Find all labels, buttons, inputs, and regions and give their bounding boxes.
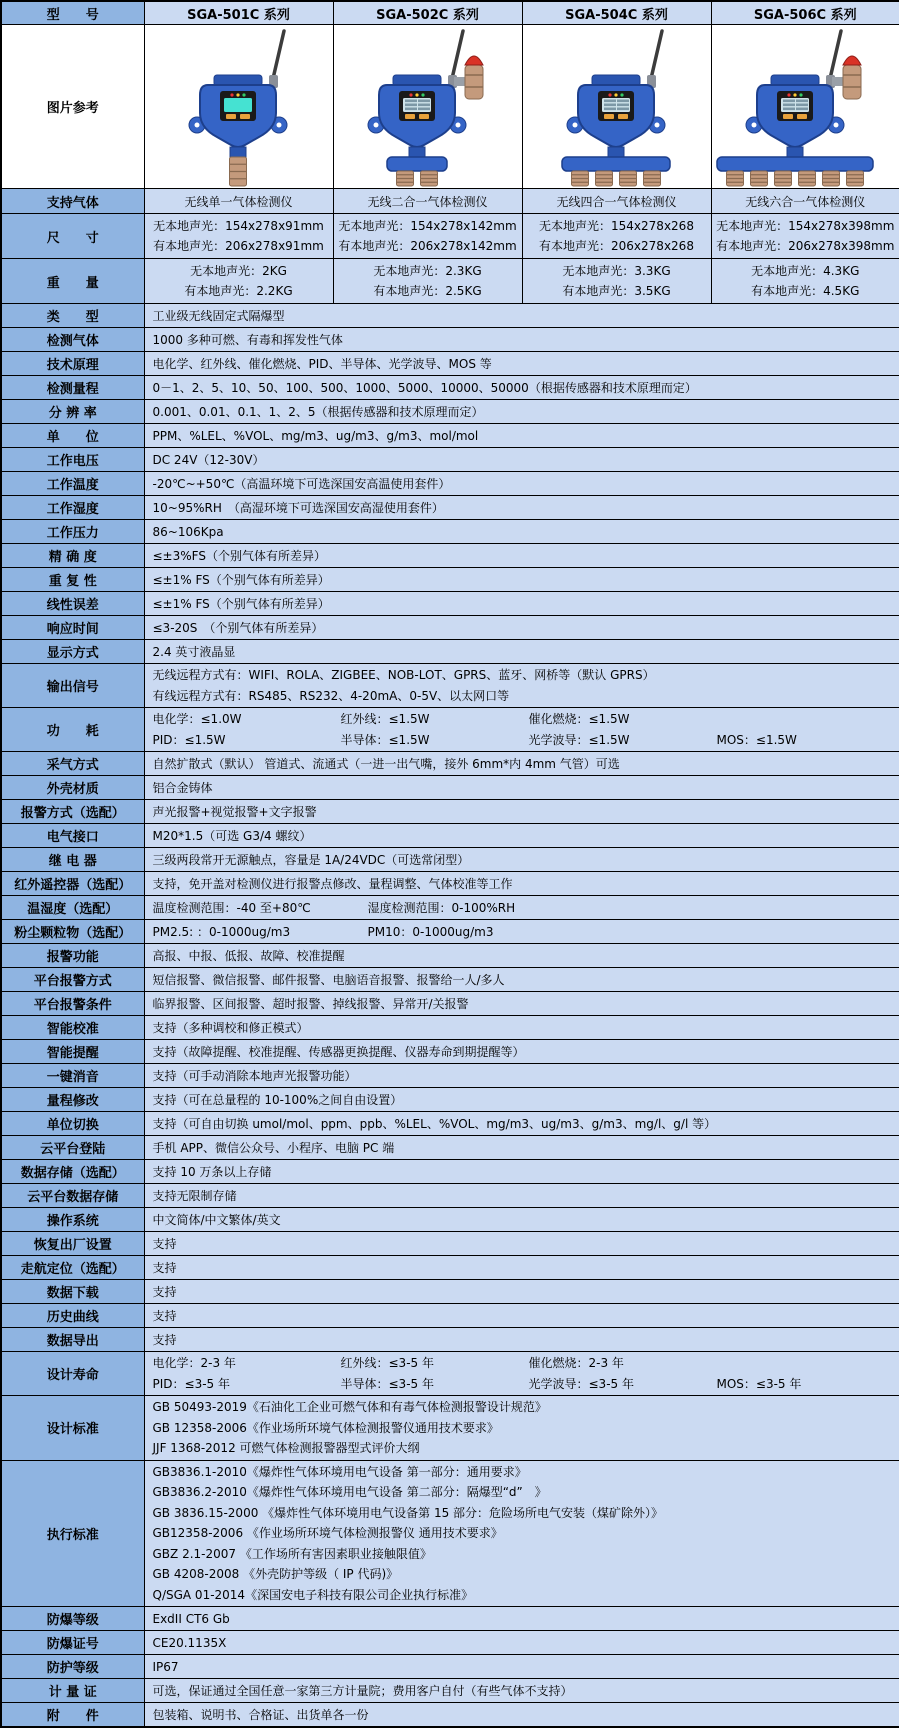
spec-value: ≤±1% FS（个别气体有所差异） xyxy=(144,592,899,616)
weight-line: 无本地声光：2KG xyxy=(190,264,287,278)
spec-value: 支持 xyxy=(144,1328,899,1352)
dimension-line: 有本地声光：206x278x142mm xyxy=(338,239,517,253)
spec-row xyxy=(1,920,899,944)
weight-502c xyxy=(333,259,522,304)
spec-value: CE20.1135X xyxy=(144,1631,899,1655)
spec-value: 支持，免开盖对检测仪进行报警点修改、量程调整、气体校准等工作 xyxy=(144,872,899,896)
spec-label: 单 位 xyxy=(1,424,144,448)
spec-row xyxy=(1,872,899,896)
spec-value: 支持 xyxy=(144,1280,899,1304)
spec-label: 一键消音 xyxy=(1,1064,144,1088)
weight-504c xyxy=(522,259,711,304)
spec-value: ≤±3%FS（个别气体有所差异） xyxy=(144,544,899,568)
spec-value: 1000 多种可燃、有毒和挥发性气体 xyxy=(144,328,899,352)
spec-label: 量程修改 xyxy=(1,1088,144,1112)
header-row xyxy=(1,1,899,25)
spec-label: 单位切换 xyxy=(1,1112,144,1136)
product-image-sga-504c xyxy=(523,25,710,188)
spec-value: -20℃~+50℃（高温环境下可选深国安高温使用套件） xyxy=(144,472,899,496)
dimension-line: 有本地声光：206x278x398mm xyxy=(716,239,895,253)
spec-label: 设计标准 xyxy=(1,1396,144,1461)
spec-row xyxy=(1,896,899,920)
spec-row xyxy=(1,328,899,352)
spec-label: 精 确 度 xyxy=(1,544,144,568)
spec-label: 数据存储（选配） xyxy=(1,1160,144,1184)
spec-label: 粉尘颗粒物（选配） xyxy=(1,920,144,944)
product-image-row xyxy=(1,25,899,189)
spec-row xyxy=(1,824,899,848)
weight-line: 有本地声光：2.2KG xyxy=(184,284,293,298)
spec-row xyxy=(1,1655,899,1679)
spec-label: 继 电 器 xyxy=(1,848,144,872)
spec-row xyxy=(1,752,899,776)
spec-value-segment: 半导体：≤1.5W xyxy=(340,732,430,747)
series-header-sga-502c: SGA-502C 系列 xyxy=(333,1,522,25)
dimension-line: 无本地声光：154x278x398mm xyxy=(716,219,895,233)
spec-label: 输出信号 xyxy=(1,664,144,708)
spec-row xyxy=(1,448,899,472)
spec-value: 支持（可手动消除本地声光报警功能） xyxy=(144,1064,899,1088)
series-header-sga-504c: SGA-504C 系列 xyxy=(522,1,711,25)
spec-row xyxy=(1,1328,899,1352)
dimensions-501c xyxy=(144,214,333,259)
spec-value-segment: 电化学：≤1.0W xyxy=(152,712,242,726)
spec-value-segment: 催化燃烧：≤1.5W xyxy=(528,712,630,726)
spec-label: 防护等级 xyxy=(1,1655,144,1679)
spec-row xyxy=(1,1607,899,1631)
spec-value-line: GB 12358-2006《作业场所环境气体检测报警仪通用技术要求》 xyxy=(152,1420,499,1435)
spec-label: 执行标准 xyxy=(1,1460,144,1607)
product-image-sga-506c xyxy=(712,25,899,188)
dimensions-504c xyxy=(522,214,711,259)
supported-gas-506c: 无线六合一气体检测仪 xyxy=(711,189,899,214)
spec-value: 2.4 英寸液晶显 xyxy=(144,640,899,664)
spec-value: 86~106Kpa xyxy=(144,520,899,544)
spec-value: 工业级无线固定式隔爆型 xyxy=(144,304,899,328)
dimensions-label: 尺 寸 xyxy=(1,214,144,259)
spec-row xyxy=(1,708,899,752)
weight-501c xyxy=(144,259,333,304)
spec-value: 中文简体/中文繁体/英文 xyxy=(144,1208,899,1232)
spec-value: 支持无限制存储 xyxy=(144,1184,899,1208)
spec-label: 工作温度 xyxy=(1,472,144,496)
spec-value: 铝合金铸体 xyxy=(144,776,899,800)
spec-value: 支持 xyxy=(144,1232,899,1256)
spec-row xyxy=(1,592,899,616)
weight-line: 有本地声光：3.5KG xyxy=(562,284,671,298)
spec-value-segment: PID：≤1.5W xyxy=(152,732,226,747)
spec-label: 电气接口 xyxy=(1,824,144,848)
weight-line: 无本地声光：3.3KG xyxy=(562,264,671,278)
spec-label: 操作系统 xyxy=(1,1208,144,1232)
spec-label: 数据下载 xyxy=(1,1280,144,1304)
spec-row xyxy=(1,472,899,496)
spec-value: 短信报警、微信报警、邮件报警、电脑语音报警、报警给一人/多人 xyxy=(144,968,899,992)
spec-row xyxy=(1,1460,899,1607)
spec-label: 重 复 性 xyxy=(1,568,144,592)
weight-line: 无本地声光：2.3KG xyxy=(373,264,482,278)
supported-gas-502c: 无线二合一气体检测仪 xyxy=(333,189,522,214)
spec-value-line: 无线远程方式有：WIFI、ROLA、ZIGBEE、NOB-LOT、GPRS、蓝牙、网桥等（默认 GPRS） xyxy=(152,668,655,682)
spec-label: 平台报警条件 xyxy=(1,992,144,1016)
spec-label: 数据导出 xyxy=(1,1328,144,1352)
spec-value xyxy=(144,708,899,752)
weight-line: 有本地声光：4.5KG xyxy=(751,284,860,298)
series-header-sga-506c: SGA-506C 系列 xyxy=(711,1,899,25)
spec-value: 可选，保证通过全国任意一家第三方计量院；费用客户自付（有些气体不支持） xyxy=(144,1679,899,1703)
spec-value: ExdII CT6 Gb xyxy=(144,1607,899,1631)
spec-row xyxy=(1,496,899,520)
spec-value: 声光报警+视觉报警+文字报警 xyxy=(144,800,899,824)
spec-label: 报警功能 xyxy=(1,944,144,968)
spec-value xyxy=(144,920,899,944)
spec-label: 报警方式（选配） xyxy=(1,800,144,824)
spec-label: 附 件 xyxy=(1,1703,144,1728)
spec-value: 自然扩散式（默认） 管道式、流通式（一进一出气嘴，接外 6mm*内 4mm 气管）可选 xyxy=(144,752,899,776)
spec-label: 智能提醒 xyxy=(1,1040,144,1064)
spec-row xyxy=(1,848,899,872)
spec-value: 支持 xyxy=(144,1256,899,1280)
spec-value: 包装箱、说明书、合格证、出货单各一份 xyxy=(144,1703,899,1728)
supported-gas-label: 支持气体 xyxy=(1,189,144,214)
spec-value: 10~95%RH （高湿环境下可选深国安高湿使用套件） xyxy=(144,496,899,520)
spec-value: IP67 xyxy=(144,1655,899,1679)
weight-label: 重 量 xyxy=(1,259,144,304)
spec-value: 电化学、红外线、催化燃烧、PID、半导体、光学波导、MOS 等 xyxy=(144,352,899,376)
spec-value: 0－1、2、5、10、50、100、500、1000、5000、10000、50000（根据传感器和技术原理而定） xyxy=(144,376,899,400)
spec-value-segment: 电化学：2-3 年 xyxy=(152,1356,236,1370)
dimension-line: 有本地声光：206x278x91mm xyxy=(153,239,324,253)
spec-value xyxy=(144,1352,899,1396)
dimensions-502c xyxy=(333,214,522,259)
spec-value-line xyxy=(153,1374,894,1395)
spec-value-line: Q/SGA 01-2014《深国安电子科技有限公司企业执行标准》 xyxy=(152,1587,474,1602)
spec-value: ≤±1% FS（个别气体有所差异） xyxy=(144,568,899,592)
spec-row xyxy=(1,1703,899,1728)
weight-506c xyxy=(711,259,899,304)
spec-row xyxy=(1,1304,899,1328)
supported-gas-row xyxy=(1,189,899,214)
spec-row xyxy=(1,992,899,1016)
spec-label: 显示方式 xyxy=(1,640,144,664)
spec-label: 云平台登陆 xyxy=(1,1136,144,1160)
spec-value-segment: 红外线：≤1.5W xyxy=(340,712,430,726)
spec-label: 走航定位（选配） xyxy=(1,1256,144,1280)
supported-gas-504c: 无线四合一气体检测仪 xyxy=(522,189,711,214)
spec-label: 温湿度（选配） xyxy=(1,896,144,920)
spec-row xyxy=(1,1396,899,1461)
spec-label: 红外遥控器（选配） xyxy=(1,872,144,896)
product-image-sga-501c xyxy=(145,25,332,188)
spec-row xyxy=(1,1256,899,1280)
spec-label: 设计寿命 xyxy=(1,1352,144,1396)
product-image-sga-502c xyxy=(334,25,521,188)
spec-value xyxy=(144,1460,899,1607)
spec-label: 响应时间 xyxy=(1,616,144,640)
spec-value-segment: 光学波导：≤3-5 年 xyxy=(528,1376,634,1391)
spec-value-segment: MOS：≤3-5 年 xyxy=(716,1376,802,1391)
spec-value: 支持 xyxy=(144,1304,899,1328)
spec-row xyxy=(1,1631,899,1655)
spec-value-line xyxy=(153,1353,894,1374)
spec-row xyxy=(1,1352,899,1396)
spec-value: M20*1.5（可选 G3/4 螺纹） xyxy=(144,824,899,848)
spec-value-segment: 催化燃烧：2-3 年 xyxy=(528,1356,624,1370)
spec-row xyxy=(1,1064,899,1088)
spec-value-line: 有线远程方式有：RS485、RS232、4-20mA、0-5V、以太网口等 xyxy=(152,688,510,703)
spec-label: 采气方式 xyxy=(1,752,144,776)
spec-row xyxy=(1,1160,899,1184)
spec-row xyxy=(1,640,899,664)
spec-row xyxy=(1,800,899,824)
product-image-cell-sga-504c xyxy=(522,25,711,189)
dimensions-row xyxy=(1,214,899,259)
spec-value-line: GB 3836.15-2000 《爆炸性气体环境用电气设备第 15 部分：危险场所电气安装（煤矿除外）》 xyxy=(152,1505,664,1520)
spec-row xyxy=(1,968,899,992)
spec-row xyxy=(1,520,899,544)
spec-value-segment: 光学波导：≤1.5W xyxy=(528,732,630,747)
spec-value: 三级两段常开无源触点，容量是 1A/24VDC（可选常闭型） xyxy=(144,848,899,872)
spec-value-line xyxy=(153,709,894,730)
spec-label: 功 耗 xyxy=(1,708,144,752)
weight-row xyxy=(1,259,899,304)
spec-value-segment: PM2.5: ：0-1000ug/m3 xyxy=(152,925,291,939)
spec-label: 防爆等级 xyxy=(1,1607,144,1631)
dimension-line: 无本地声光：154x278x142mm xyxy=(338,219,517,233)
spec-row xyxy=(1,776,899,800)
spec-value xyxy=(144,1396,899,1461)
spec-label: 工作压力 xyxy=(1,520,144,544)
weight-line: 有本地声光：2.5KG xyxy=(373,284,482,298)
spec-value: 高报、中报、低报、故障、校准提醒 xyxy=(144,944,899,968)
spec-row xyxy=(1,1280,899,1304)
spec-row xyxy=(1,1112,899,1136)
spec-label: 类 型 xyxy=(1,304,144,328)
model-header-label: 型 号 xyxy=(1,1,144,25)
spec-row xyxy=(1,352,899,376)
spec-row xyxy=(1,1136,899,1160)
spec-row xyxy=(1,424,899,448)
spec-row xyxy=(1,1208,899,1232)
spec-row xyxy=(1,664,899,708)
spec-value: 支持（故障提醒、校准提醒、传感器更换提醒、仪器寿命到期提醒等） xyxy=(144,1040,899,1064)
spec-row xyxy=(1,1088,899,1112)
spec-row xyxy=(1,376,899,400)
spec-label: 线性误差 xyxy=(1,592,144,616)
spec-row xyxy=(1,1040,899,1064)
spec-value-segment: 半导体：≤3-5 年 xyxy=(340,1376,434,1391)
spec-value-segment: PM10：0-1000ug/m3 xyxy=(367,925,494,939)
product-image-cell-sga-501c xyxy=(144,25,333,189)
spec-value: 支持 10 万条以上存储 xyxy=(144,1160,899,1184)
spec-row xyxy=(1,568,899,592)
weight-line: 无本地声光：4.3KG xyxy=(751,264,860,278)
spec-label: 检测气体 xyxy=(1,328,144,352)
spec-label: 智能校准 xyxy=(1,1016,144,1040)
spec-row xyxy=(1,1232,899,1256)
spec-value-line: GB3836.2-2010《爆炸性气体环境用电气设备 第二部分：隔爆型“d” 》 xyxy=(152,1485,547,1499)
spec-label: 技术原理 xyxy=(1,352,144,376)
spec-label: 检测量程 xyxy=(1,376,144,400)
spec-row xyxy=(1,944,899,968)
spec-label: 工作电压 xyxy=(1,448,144,472)
spec-value-segment: MOS：≤1.5W xyxy=(716,732,797,747)
spec-value-segment: 温度检测范围：-40 至+80℃ xyxy=(152,901,311,915)
spec-value: ≤3-20S （个别气体有所差异） xyxy=(144,616,899,640)
spec-row xyxy=(1,616,899,640)
spec-value-line: GB12358-2006 《作业场所环境气体检测报警仪 通用技术要求》 xyxy=(152,1526,503,1540)
spec-value xyxy=(144,664,899,708)
dimension-line: 无本地声光：154x278x268 xyxy=(539,219,694,233)
spec-label: 防爆证号 xyxy=(1,1631,144,1655)
spec-value-line: GB 4208-2008 《外壳防护等级（ IP 代码)》 xyxy=(152,1567,399,1581)
spec-label: 平台报警方式 xyxy=(1,968,144,992)
product-image-cell-sga-506c xyxy=(711,25,899,189)
spec-value: 手机 APP、微信公众号、小程序、电脑 PC 端 xyxy=(144,1136,899,1160)
spec-row xyxy=(1,1679,899,1703)
spec-row xyxy=(1,400,899,424)
spec-row xyxy=(1,1184,899,1208)
spec-value: PPM、%LEL、%VOL、mg/m3、ug/m3、g/m3、mol/mol xyxy=(144,424,899,448)
spec-row xyxy=(1,544,899,568)
dimension-line: 有本地声光：206x278x268 xyxy=(539,239,694,253)
image-row-label: 图片参考 xyxy=(1,25,144,189)
spec-label: 历史曲线 xyxy=(1,1304,144,1328)
spec-value-line: JJF 1368-2012 可燃气体检测报警器型式评价大纲 xyxy=(152,1441,420,1455)
spec-label: 外壳材质 xyxy=(1,776,144,800)
spec-value: 临界报警、区间报警、超时报警、掉线报警、异常开/关报警 xyxy=(144,992,899,1016)
product-image-cell-sga-502c xyxy=(333,25,522,189)
spec-value-line xyxy=(153,730,894,751)
spec-value: DC 24V（12-30V） xyxy=(144,448,899,472)
spec-value: 支持（多种调校和修正模式） xyxy=(144,1016,899,1040)
spec-label: 分 辨 率 xyxy=(1,400,144,424)
spec-label: 恢复出厂设置 xyxy=(1,1232,144,1256)
spec-row xyxy=(1,304,899,328)
spec-value-segment: PID：≤3-5 年 xyxy=(152,1376,230,1391)
spec-value-line: GBZ 2.1-2007 《工作场所有害因素职业接触限值》 xyxy=(152,1546,432,1561)
spec-value xyxy=(144,896,899,920)
dimension-line: 无本地声光：154x278x91mm xyxy=(153,219,324,233)
spec-value-line: GB 50493-2019《石油化工企业可燃气体和有毒气体检测报警设计规范》 xyxy=(152,1400,547,1414)
spec-label: 计 量 证 xyxy=(1,1679,144,1703)
spec-label: 工作湿度 xyxy=(1,496,144,520)
spec-value: 0.001、0.01、0.1、1、2、5（根据传感器和技术原理而定） xyxy=(144,400,899,424)
spec-row xyxy=(1,1016,899,1040)
spec-value-segment: 湿度检测范围：0-100%RH xyxy=(367,901,516,915)
dimensions-506c xyxy=(711,214,899,259)
supported-gas-501c: 无线单一气体检测仪 xyxy=(144,189,333,214)
spec-value: 支持（可在总量程的 10-100%之间自由设置） xyxy=(144,1088,899,1112)
spec-value: 支持（可自由切换 umol/mol、ppm、ppb、%LEL、%VOL、mg/m3、ug/m3、g/m3、mg/l、g/l 等） xyxy=(144,1112,899,1136)
spec-value-line: GB3836.1-2010《爆炸性气体环境用电气设备 第一部分：通用要求》 xyxy=(152,1464,527,1479)
series-header-sga-501c: SGA-501C 系列 xyxy=(144,1,333,25)
spec-label: 云平台数据存储 xyxy=(1,1184,144,1208)
spec-value-segment: 红外线：≤3-5 年 xyxy=(340,1356,434,1370)
